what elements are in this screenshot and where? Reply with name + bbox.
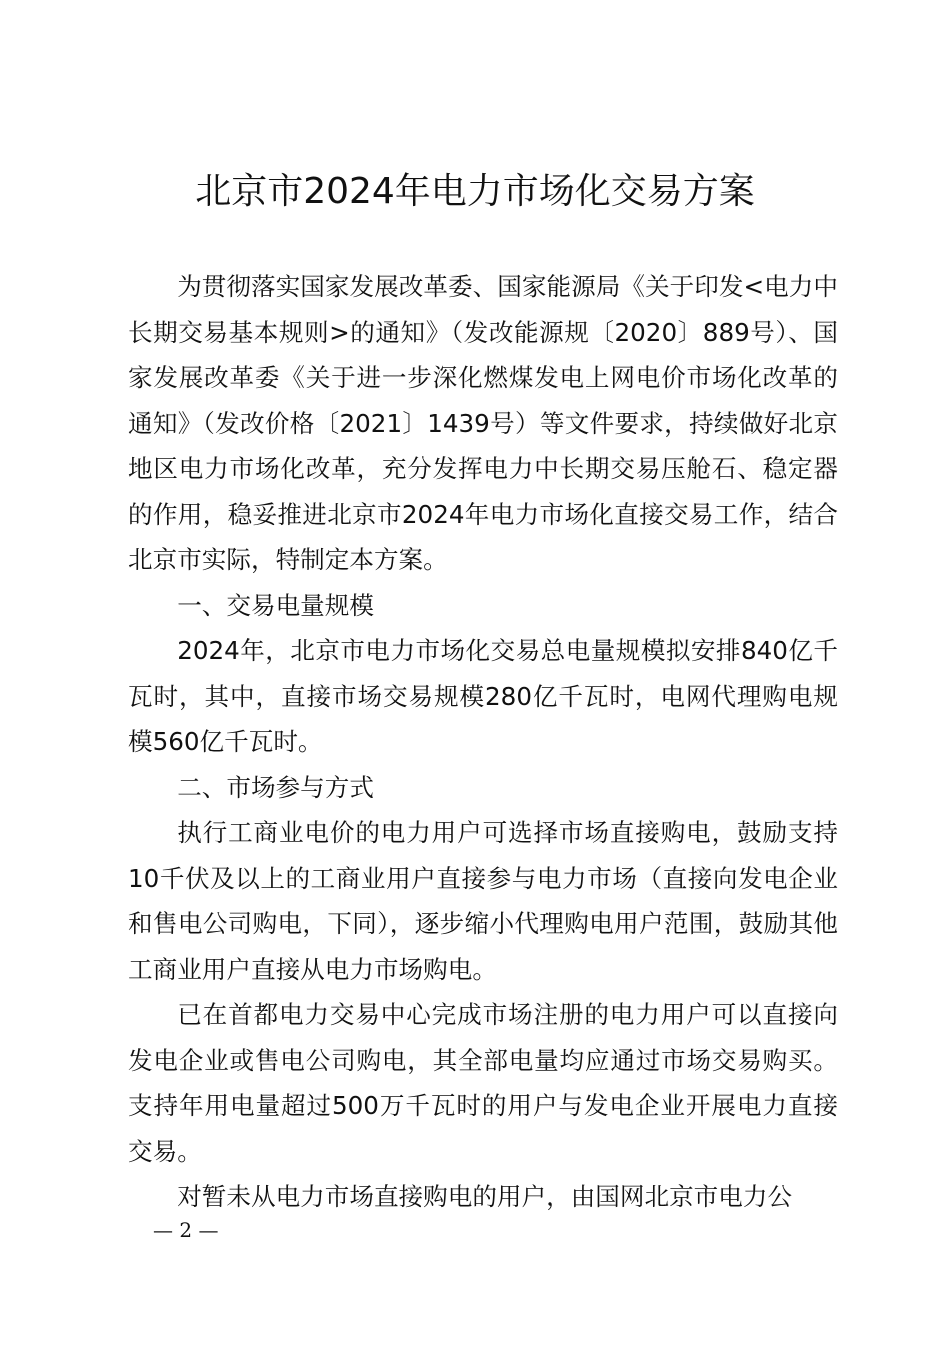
paragraph-non-direct-users: 对暂未从电力市场直接购电的用户，由国网北京市电力公 — [177, 1182, 793, 1211]
page-number: — 2 — — [153, 1218, 219, 1242]
paragraph-volume: 2024年，北京市电力市场化交易总电量规模拟安排840亿千瓦时，其中，直接市场交易规模280亿千瓦时，电网代理购电规模560亿千瓦时。 — [128, 636, 838, 756]
paragraph-intro: 为贯彻落实国家发展改革委、国家能源局《关于印发<电力中长期交易基本规则>的通知》（发改能源规〔2020〕889号）、国家发展改革委《关于进一步深化燃煤发电上网电价市场化改革的通知》（发改价格〔2021〕1439号）等文件要求，持续做好北京地区电力市场化改革，充分发挥电力中长期交易压舱石、稳定器的作用，稳妥推进北京市2024年电力市场化直接交易工作，结合北京市实际，特制定本方案。 — [128, 272, 838, 574]
paragraph-participation: 执行工商业电价的电力用户可选择市场直接购电，鼓励支持10千伏及以上的工商业用户直接参与电力市场（直接向发电企业和售电公司购电，下同），逐步缩小代理购电用户范围，鼓励其他工商业用户直接从电力市场购电。 — [128, 818, 838, 984]
section-heading-1: 一、交易电量规模 — [177, 590, 374, 620]
section-heading-2: 二、市场参与方式 — [177, 772, 374, 802]
document-title: 北京市2024年电力市场化交易方案 — [195, 171, 755, 212]
paragraph-registered-users: 已在首都电力交易中心完成市场注册的电力用户可以直接向发电企业或售电公司购电，其全部电量均应通过市场交易购买。支持年用电量超过500万千瓦时的用户与发电企业开展电力直接交易。 — [128, 1000, 838, 1166]
document-body — [128, 264, 838, 1220]
